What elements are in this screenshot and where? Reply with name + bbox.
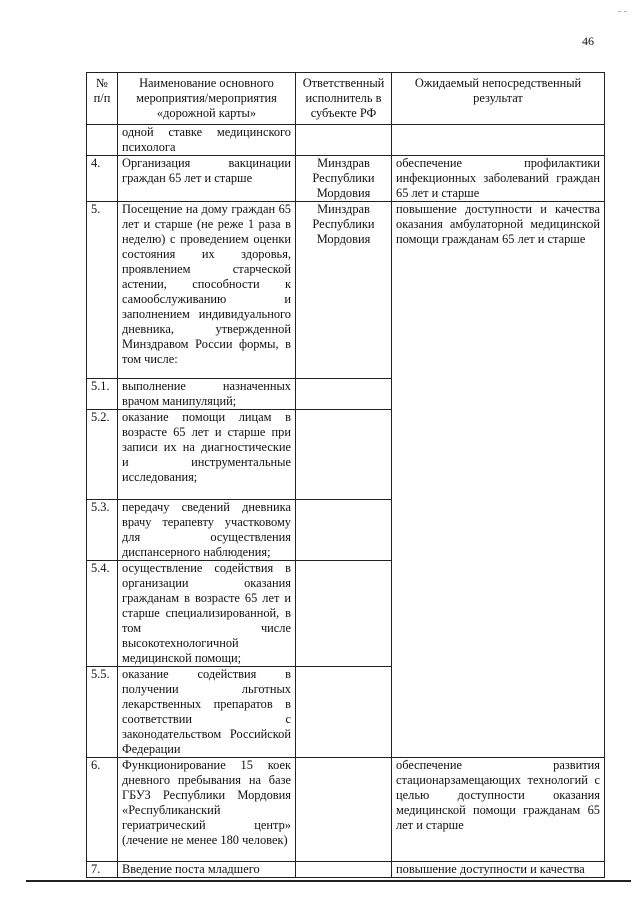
row-num: 5. xyxy=(87,202,118,379)
row-num xyxy=(87,125,118,156)
row-name: Посещение на дому граждан 65 лет и старше (не реже 1 раза в неделю) с проведением оценки состояния их здоровья, проявлением старческой астении, способности к самообслуживанию и заполнением индивидуального дневника, утвержденной Минздравом России формы, в том числе: xyxy=(118,202,296,379)
row-responsible xyxy=(296,758,392,862)
row-result: обеспечение развития стационарзамещающих технологий с целью доступности оказания медицинской помощи гражданам 65 лет и старше xyxy=(392,758,605,862)
row-responsible xyxy=(296,410,392,500)
row-responsible: Минздрав Республики Мордовия xyxy=(296,156,392,202)
table-row xyxy=(87,758,605,862)
roadmap-table xyxy=(86,72,605,878)
row-num: 5.4. xyxy=(87,561,118,667)
row-result: обеспечение профилактики инфекционных заболеваний граждан 65 лет и старше xyxy=(392,156,605,202)
row-num: 5.3. xyxy=(87,500,118,561)
header-num: № п/п xyxy=(87,73,118,125)
row-name: осуществление содействия в организации оказания гражданам в возрасте 65 лет и старше специализированной, в том числе высокотехнологичной медицинской помощи; xyxy=(118,561,296,667)
table-row xyxy=(87,862,605,878)
header-name: Наименование основного мероприятия/мероприятия «дорожной карты» xyxy=(118,73,296,125)
row-name: Организация вакцинации граждан 65 лет и старше xyxy=(118,156,296,202)
bottom-rule xyxy=(26,880,631,882)
row-result: повышение доступности и качества оказания амбулаторной медицинской помощи гражданам 65 лет и старше xyxy=(392,202,605,758)
row-responsible: Минздрав Республики Мордовия xyxy=(296,202,392,379)
row-responsible xyxy=(296,500,392,561)
row-name: Функционирование 15 коек дневного пребывания на базе ГБУЗ Республики Мордовия «Республиканский гериатрический центр» (лечение не менее 180 человек) xyxy=(118,758,296,862)
header-result: Ожидаемый непосредственный результат xyxy=(392,73,605,125)
table-row xyxy=(87,156,605,202)
row-num: 5.1. xyxy=(87,379,118,410)
row-num: 4. xyxy=(87,156,118,202)
table-row xyxy=(87,202,605,379)
row-num: 5.2. xyxy=(87,410,118,500)
row-name: передачу сведений дневника врачу терапевту участковому для осуществления диспансерного наблюдения; xyxy=(118,500,296,561)
header-responsible: Ответственный исполнитель в субъекте РФ xyxy=(296,73,392,125)
row-name: одной ставке медицинского психолога xyxy=(118,125,296,156)
row-name: оказание помощи лицам в возрасте 65 лет и старше при записи их на диагностические и инструментальные исследования; xyxy=(118,410,296,500)
row-num: 5.5. xyxy=(87,667,118,758)
page-number: 46 xyxy=(582,34,594,48)
row-name: оказание содействия в получении льготных лекарственных препаратов в соответствии с законодательством Российской Федерации xyxy=(118,667,296,758)
row-responsible xyxy=(296,125,392,156)
row-result xyxy=(392,125,605,156)
table-row xyxy=(87,125,605,156)
row-responsible xyxy=(296,379,392,410)
row-result: повышение доступности и качества xyxy=(392,862,605,878)
row-responsible xyxy=(296,862,392,878)
table-header-row xyxy=(87,73,605,125)
row-name: Введение поста младшего xyxy=(118,862,296,878)
row-responsible xyxy=(296,667,392,758)
row-responsible xyxy=(296,561,392,667)
row-name: выполнение назначенных врачом манипуляций; xyxy=(118,379,296,410)
row-num: 7. xyxy=(87,862,118,878)
scan-mark: - - xyxy=(617,6,627,17)
row-num: 6. xyxy=(87,758,118,862)
